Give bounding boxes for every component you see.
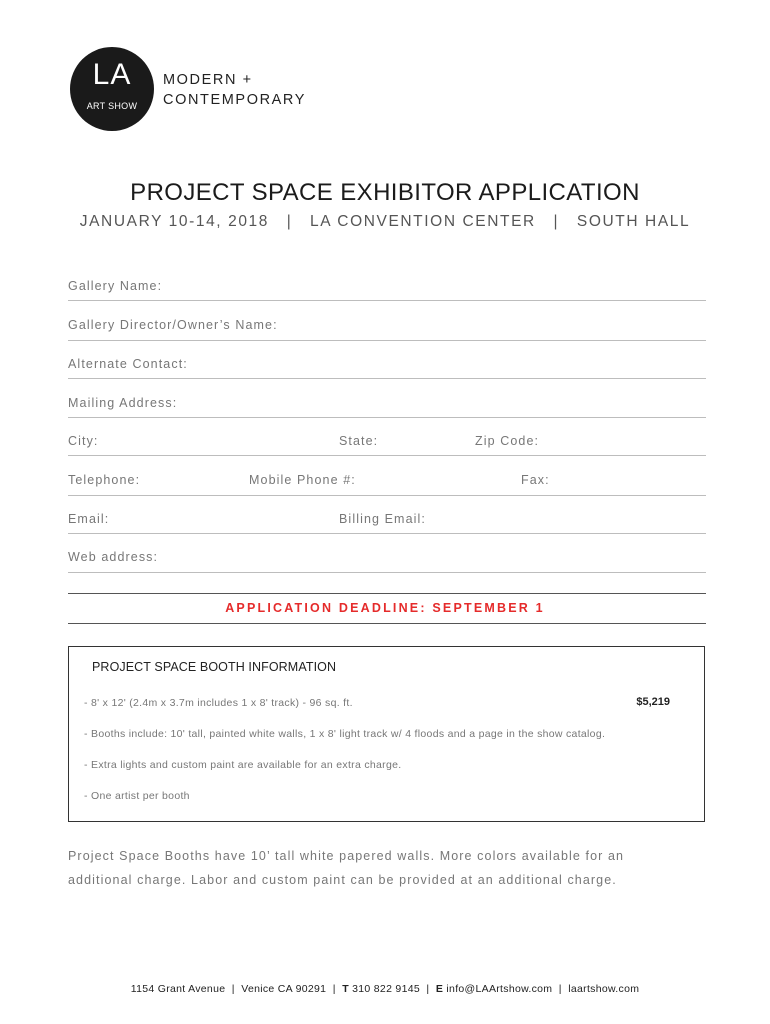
gallery-name-field[interactable] — [68, 300, 706, 301]
page-title: PROJECT SPACE EXHIBITOR APPLICATION — [130, 179, 640, 206]
booth-extras-line: - Extra lights and custom paint are available for an extra charge. — [84, 759, 402, 771]
footer-address: 1154 Grant Avenue | Venice CA 90291 | — [130, 983, 343, 995]
alternate-contact-field[interactable] — [68, 378, 706, 379]
email-field[interactable] — [68, 533, 706, 534]
booth-includes-line: - Booths include: 10' tall, painted white walls, 1 x 8' light track w/ 4 floods and a page in the show catalog. — [84, 728, 606, 740]
footer-email-label: E — [435, 983, 444, 995]
director-name-field[interactable] — [68, 340, 706, 341]
mobile-phone-label: Mobile Phone #: — [249, 473, 356, 487]
footer-email-website[interactable]: info@LAArtshow.com | laartshow.com — [443, 983, 640, 995]
footer-contact — [0, 983, 770, 995]
email-label: Email: — [68, 512, 110, 526]
deadline-top-rule — [68, 593, 706, 594]
logo-text-line1: MODERN + — [163, 72, 253, 88]
walls-note-line2: additional charge. Labor and custom paint can be provided at an additional charge. — [68, 873, 617, 887]
fax-label: Fax: — [521, 473, 550, 487]
mailing-address-label: Mailing Address: — [68, 396, 178, 410]
application-deadline: APPLICATION DEADLINE: SEPTEMBER 1 — [225, 601, 545, 615]
footer-phone: 310 822 9145 | — [348, 983, 436, 995]
booth-size-line: - 8' x 12' (2.4m x 3.7m includes 1 x 8' track) - 96 sq. ft. — [84, 697, 353, 709]
booth-info-heading: PROJECT SPACE BOOTH INFORMATION — [92, 660, 337, 674]
gallery-name-label: Gallery Name: — [68, 279, 163, 293]
deadline-bottom-rule — [68, 623, 706, 624]
logo-text-line2: CONTEMPORARY — [163, 92, 307, 108]
page-subtitle: JANUARY 10-14, 2018 | LA CONVENTION CENTER | SOUTH HALL — [79, 213, 691, 230]
director-name-label: Gallery Director/Owner’s Name: — [68, 318, 278, 332]
logo-mark-subtitle: ART SHOW — [86, 101, 138, 111]
state-label: State: — [339, 434, 379, 448]
city-state-zip-field[interactable] — [68, 455, 706, 456]
zip-code-label: Zip Code: — [475, 434, 540, 448]
mailing-address-field[interactable] — [68, 417, 706, 418]
telephone-label: Telephone: — [68, 473, 141, 487]
booth-price: $5,219 — [636, 696, 670, 708]
walls-note-line1: Project Space Booths have 10’ tall white papered walls. More colors available for an — [68, 849, 625, 863]
footer-phone-label: T — [342, 983, 349, 995]
billing-email-label: Billing Email: — [339, 512, 426, 526]
web-address-label: Web address: — [68, 550, 159, 564]
booth-artist-line: - One artist per booth — [84, 790, 190, 802]
logo-mark: LA — [92, 58, 132, 91]
alternate-contact-label: Alternate Contact: — [68, 357, 188, 371]
city-label: City: — [68, 434, 99, 448]
phone-fax-field[interactable] — [68, 495, 706, 496]
web-address-field[interactable] — [68, 572, 706, 573]
